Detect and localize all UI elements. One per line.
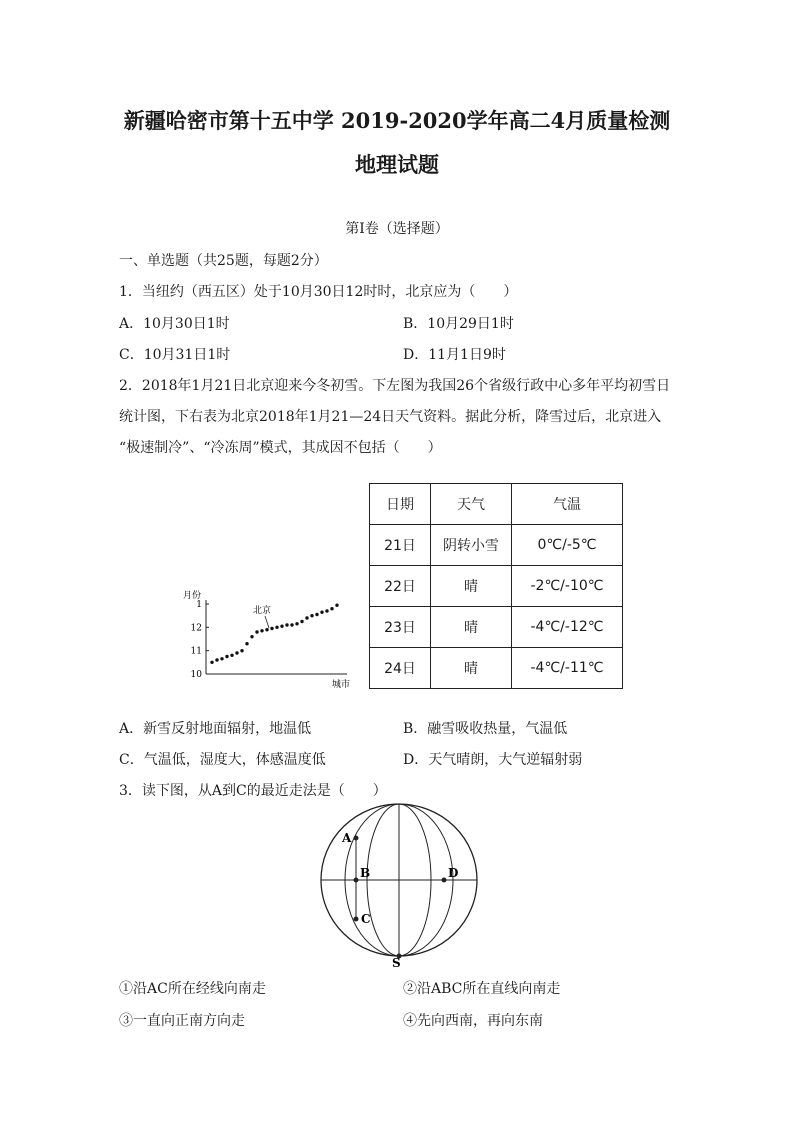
- data-point: [220, 657, 223, 660]
- point-a: [354, 836, 359, 841]
- label-d: D: [448, 866, 459, 880]
- cell-temp: -4℃/-12℃: [512, 607, 623, 648]
- cell-temp: 0℃/-5℃: [512, 525, 623, 566]
- q2-option-a: A．新雪反射地面辐射，地温低: [119, 721, 312, 737]
- point-d: [442, 878, 447, 883]
- cell-weather: 阴转小雪: [431, 525, 512, 566]
- y-axis-label: 月份: [183, 591, 202, 601]
- exam-title-line1: 新疆哈密市第十五中学 2019-2020学年高二4月质量检测: [123, 108, 671, 133]
- globe-diagram: [310, 798, 490, 968]
- table-row: [370, 607, 623, 648]
- beijing-leader-line: [265, 616, 269, 628]
- data-point: [210, 661, 213, 664]
- data-point: [225, 655, 228, 658]
- header-date: 日期: [370, 484, 431, 525]
- data-point: [315, 613, 318, 616]
- data-point: [310, 614, 313, 617]
- section-heading: 一、单选题（共25题，每题2分）: [119, 253, 328, 269]
- data-point: [265, 628, 268, 631]
- q1-option-b: B．10月29日1时: [403, 316, 514, 332]
- data-point: [300, 620, 303, 623]
- cell-weather: 晴: [431, 648, 512, 689]
- q3-option-1: ①沿AC所在经线向南走: [119, 981, 266, 997]
- exam-title-line2: 地理试题: [355, 152, 439, 177]
- label-a: A: [342, 831, 352, 845]
- cell-temp: -4℃/-11℃: [512, 648, 623, 689]
- y-tick-label: 1: [196, 600, 202, 610]
- data-point: [235, 651, 238, 654]
- data-point: [280, 625, 283, 628]
- data-point: [325, 609, 328, 612]
- q3-option-4: ④先向西南，再向东南: [403, 1013, 543, 1029]
- data-point: [290, 623, 293, 626]
- data-point: [270, 627, 273, 630]
- y-tick-label: 10: [190, 670, 202, 680]
- data-point: [285, 623, 288, 626]
- data-point: [245, 642, 248, 645]
- header-weather: 天气: [431, 484, 512, 525]
- q2-option-b: B．融雪吸收热量，气温低: [403, 721, 568, 737]
- q3-option-3: ③一直向正南方向走: [119, 1013, 245, 1029]
- data-point: [330, 607, 333, 610]
- table-row: [370, 648, 623, 689]
- q1-option-d: D．11月1日9时: [403, 347, 506, 363]
- first-snow-chart: [175, 585, 360, 695]
- q2-option-c: C．气温低，湿度大，体感温度低: [119, 752, 326, 768]
- label-c: C: [361, 912, 371, 926]
- point-b: [354, 878, 359, 883]
- beijing-annotation: 北京: [253, 606, 272, 616]
- data-point: [255, 630, 258, 633]
- q2-option-d: D．天气晴朗，大气逆辐射弱: [403, 752, 583, 768]
- q2-stem-line3: “极速制冷”、“冷冻周”模式，其成因不包括（ ）: [119, 440, 442, 456]
- q1-option-c: C．10月31日1时: [119, 347, 231, 363]
- data-point: [275, 626, 278, 629]
- data-point: [215, 658, 218, 661]
- data-point: [230, 654, 233, 657]
- label-s: S: [392, 956, 401, 968]
- cell-date: 22日: [370, 566, 431, 607]
- weather-table: [369, 483, 623, 689]
- data-point: [260, 629, 263, 632]
- cell-temp: -2℃/-10℃: [512, 566, 623, 607]
- data-point: [240, 649, 243, 652]
- point-c: [354, 917, 359, 922]
- cell-date: 24日: [370, 648, 431, 689]
- cell-weather: 晴: [431, 607, 512, 648]
- part-title: 第Ⅰ卷（选择题）: [345, 221, 449, 237]
- data-point: [295, 622, 298, 625]
- data-point: [305, 616, 308, 619]
- q1-stem: 1．当纽约（西五区）处于10月30日12时时，北京应为（ ）: [119, 284, 518, 300]
- cell-weather: 晴: [431, 566, 512, 607]
- q3-stem: 3．读下图，从A到C的最近走法是（ ）: [119, 783, 387, 799]
- table-header-row: [370, 484, 623, 525]
- x-axis-label: 城市: [332, 680, 351, 690]
- table-row: [370, 525, 623, 566]
- cell-date: 23日: [370, 607, 431, 648]
- data-point: [250, 635, 253, 638]
- table-row: [370, 566, 623, 607]
- q2-stem-line2: 统计图，下右表为北京2018年1月21—24日天气资料。据此分析，降雪过后，北京进入: [119, 409, 662, 425]
- y-tick-label: 11: [190, 646, 202, 657]
- data-point: [320, 611, 323, 614]
- q1-option-a: A．10月30日1时: [119, 316, 230, 332]
- q3-option-2: ②沿ABC所在直线向南走: [403, 981, 561, 997]
- y-tick-label: 12: [190, 623, 202, 634]
- q2-stem-line1: 2．2018年1月21日北京迎来今冬初雪。下左图为我国26个省级行政中心多年平均初雪日: [119, 378, 671, 394]
- data-point: [335, 604, 338, 607]
- header-temp: 气温: [512, 484, 623, 525]
- label-b: B: [360, 866, 371, 880]
- cell-date: 21日: [370, 525, 431, 566]
